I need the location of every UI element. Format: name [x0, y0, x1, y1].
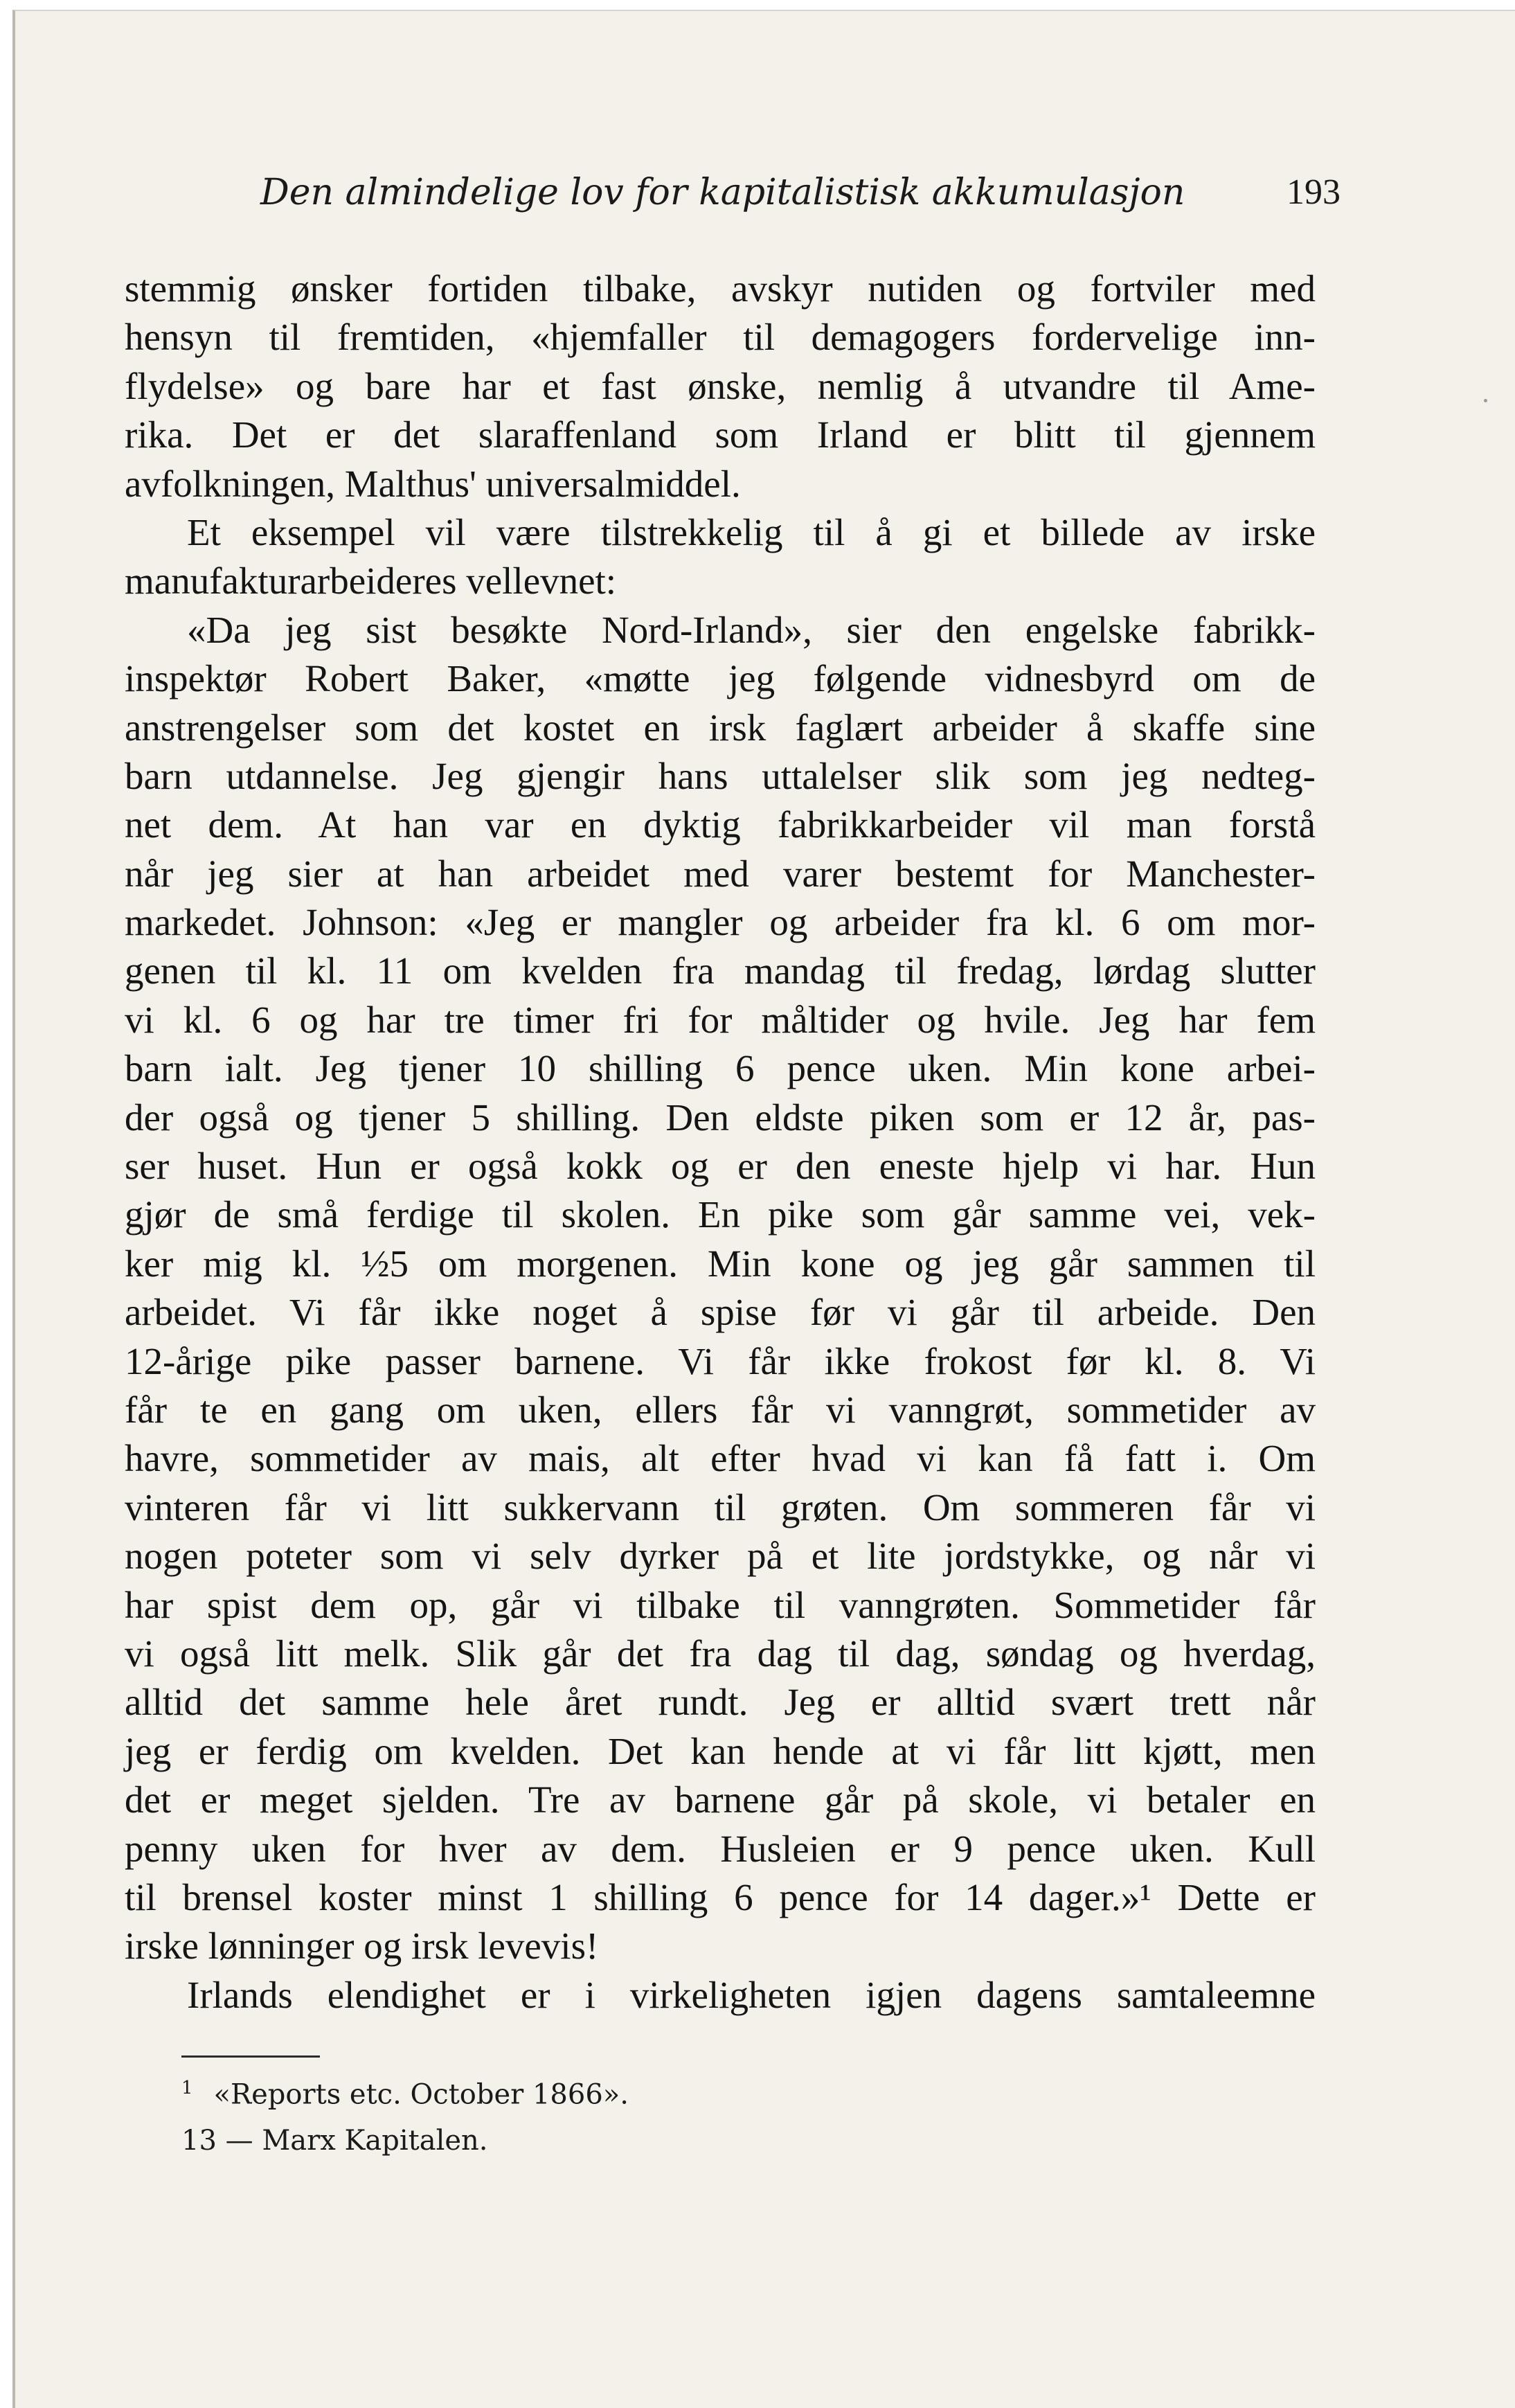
body-text	[125, 265, 1316, 2019]
text-line: flydelse» og bare har et fast ønske, nemlig å utvandre til Ame-	[125, 364, 1316, 407]
text-line: inspektør Robert Baker, «møtte jeg følgende vidnesbyrd om de	[125, 657, 1316, 700]
text-line: havre, sommetider av mais, alt efter hvad vi kan få fatt i. Om	[125, 1437, 1316, 1480]
text-line: avfolkningen, Malthus' universalmiddel.	[125, 462, 741, 505]
text-line: 12-årige pike passer barnene. Vi får ikke frokost før kl. 8. Vi	[125, 1339, 1316, 1382]
footnote-text: «Reports etc. October 1866».	[213, 2078, 629, 2111]
footnote-divider	[181, 2055, 320, 2058]
text-line: anstrengelser som det kostet en irsk faglært arbeider å skaffe sine	[125, 706, 1316, 749]
text-line: jeg er ferdig om kvelden. Det kan hende at vi får litt kjøtt, men	[125, 1729, 1316, 1772]
text-line: vinteren får vi litt sukkervann til grøten. Om sommeren får vi	[125, 1486, 1316, 1528]
signature-line: 13 — Marx Kapitalen.	[181, 2125, 488, 2157]
text-line: manufakturarbeideres vellevnet:	[125, 560, 617, 603]
text-line: net dem. At han var en dyktig fabrikkarbeider vil man forstå	[125, 803, 1316, 846]
text-line: vi også litt melk. Slik går det fra dag til dag, søndag og hverdag,	[125, 1632, 1316, 1675]
text-line: nogen poteter som vi selv dyrker på et lite jordstykke, og når vi	[125, 1535, 1316, 1578]
text-line: ker mig kl. ½5 om morgenen. Min kone og jeg går sammen til	[125, 1242, 1316, 1285]
text-line: hensyn til fremtiden, «hjemfaller til demagogers fordervelige inn-	[125, 316, 1316, 359]
text-line: det er meget sjelden. Tre av barnene går på skole, vi betaler en	[125, 1778, 1316, 1821]
text-line: Irlands elendighet er i virkeligheten igjen dagens samtaleemne	[187, 1973, 1316, 2016]
text-line: penny uken for hver av dem. Husleien er 9 pence uken. Kull	[125, 1827, 1316, 1870]
text-line: vi kl. 6 og har tre timer fri for måltider og hvile. Jeg har fem	[125, 998, 1316, 1041]
text-line: der også og tjener 5 shilling. Den eldste piken som er 12 år, pas-	[125, 1096, 1316, 1139]
text-line: Et eksempel vil være tilstrekkelig til å gi et billede av irske	[187, 510, 1316, 553]
text-line: ser huset. Hun er også kokk og er den eneste hjelp vi har. Hun	[125, 1145, 1316, 1188]
running-header	[260, 172, 1341, 213]
footnote-mark: 1	[181, 2078, 193, 2098]
text-line: når jeg sier at han arbeidet med varer bestemt for Manchester-	[125, 852, 1316, 895]
text-line: markedet. Johnson: «Jeg er mangler og arbeider fra kl. 6 om mor-	[125, 901, 1316, 944]
text-line: til brensel koster minst 1 shilling 6 pence for 14 dager.»¹ Dette er	[125, 1875, 1316, 1918]
text-line: får te en gang om uken, ellers får vi vanngrøt, sommetider av	[125, 1388, 1316, 1431]
text-line: irske lønninger og irsk levevis!	[125, 1925, 599, 1968]
text-line: barn utdannelse. Jeg gjengir hans uttalelser slik som jeg nedteg-	[125, 754, 1316, 797]
text-line: stemmig ønsker fortiden tilbake, avskyr nutiden og fortviler med	[125, 267, 1316, 310]
text-line: rika. Det er det slaraffenland som Irland er blitt til gjennem	[125, 413, 1316, 456]
footnote	[181, 2078, 629, 2110]
text-line: genen til kl. 11 om kvelden fra mandag til fredag, lørdag slutter	[125, 949, 1316, 992]
text-line: «Da jeg sist besøkte Nord-Irland», sier den engelske fabrikk-	[187, 608, 1316, 651]
page-speck	[1484, 399, 1487, 402]
page-number: 193	[1287, 172, 1341, 212]
text-line: alltid det samme hele året rundt. Jeg er alltid svært trett når	[125, 1681, 1316, 1724]
text-line: har spist dem op, går vi tilbake til vanngrøten. Sommetider får	[125, 1583, 1316, 1626]
text-line: barn ialt. Jeg tjener 10 shilling 6 pence uken. Min kone arbei-	[125, 1047, 1316, 1090]
running-title: Den almindelige lov for kapitalistisk akkumulasjon	[260, 172, 1185, 213]
text-line: gjør de små ferdige til skolen. En pike som går samme vei, vek-	[125, 1193, 1316, 1236]
text-line: arbeidet. Vi får ikke noget å spise før vi går til arbeide. Den	[125, 1291, 1316, 1334]
